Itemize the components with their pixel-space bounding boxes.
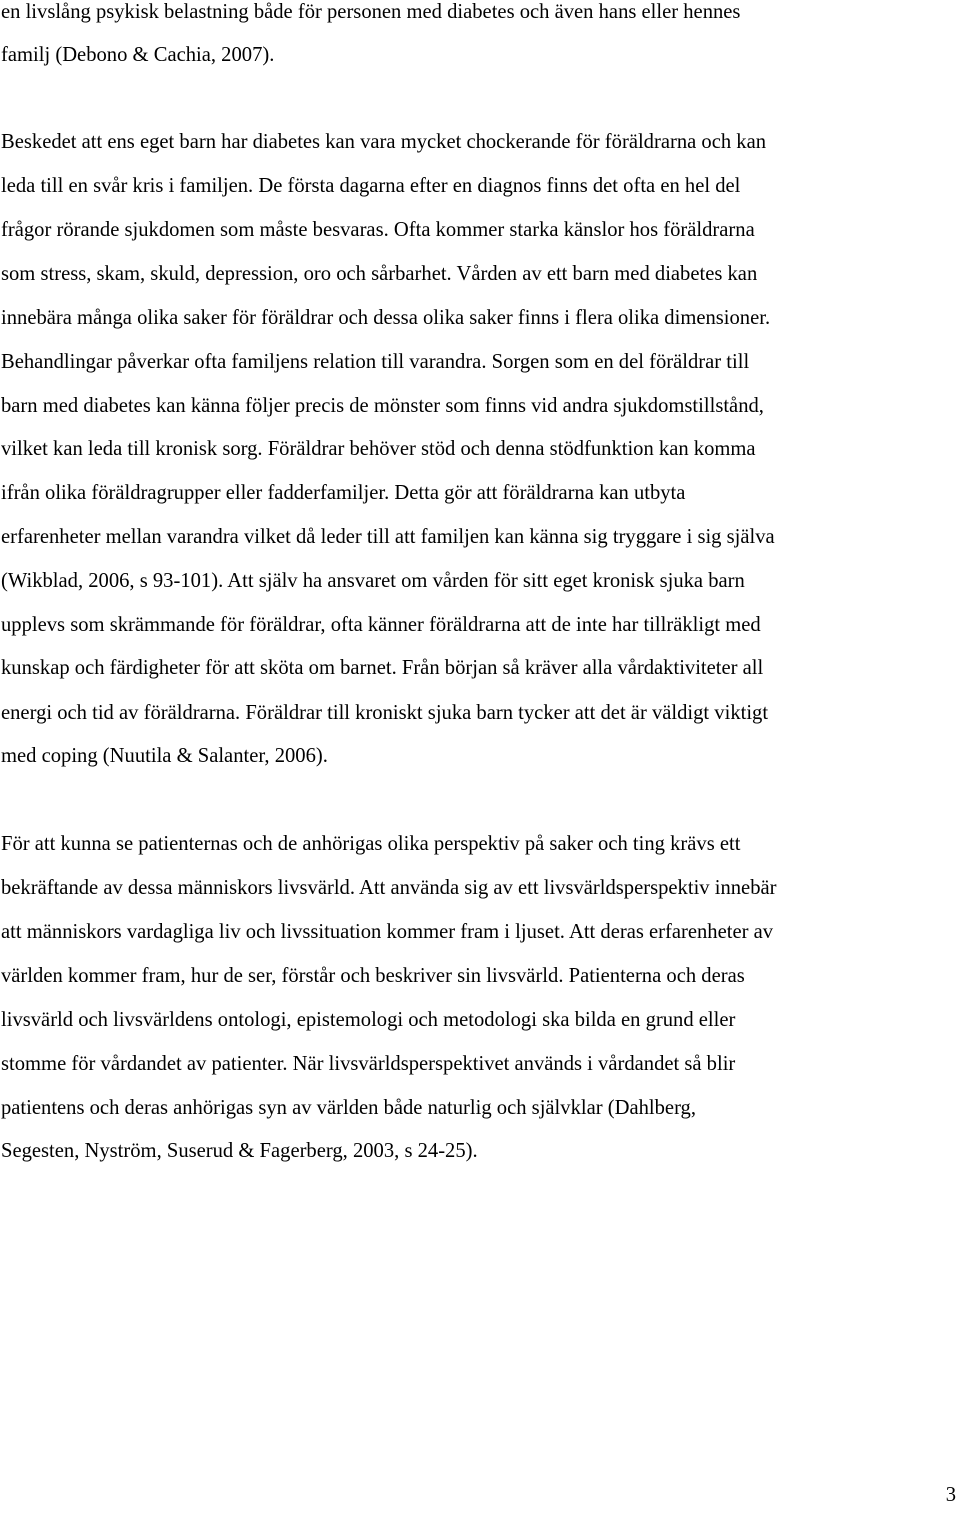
text-line: patientens och deras anhörigas syn av världen både naturlig och självklar (Dahlberg,: [1, 1097, 696, 1119]
text-line: upplevs som skrämmande för föräldrar, ofta känner föräldrarna att de inte har tillräkligt med: [1, 614, 761, 636]
text-line: leda till en svår kris i familjen. De första dagarna efter en diagnos finns det ofta en hel del: [1, 175, 741, 197]
text-line: erfarenheter mellan varandra vilket då leder till att familjen kan känna sig tryggare i sig själva: [1, 526, 775, 548]
text-line: att människors vardagliga liv och livssituation kommer fram i ljuset. Att deras erfarenheter av: [1, 921, 774, 943]
text-line: livsvärld och livsvärldens ontologi, epistemologi och metodologi ska bilda en grund eller: [1, 1009, 736, 1031]
text-line: Beskedet att ens eget barn har diabetes kan vara mycket chockerande för föräldrarna och kan: [1, 131, 767, 153]
text-line: barn med diabetes kan känna följer precis de mönster som finns vid andra sjukdomstillstånd,: [1, 395, 764, 417]
text-line: Behandlingar påverkar ofta familjens relation till varandra. Sorgen som en del föräldrar till: [1, 351, 750, 373]
text-line: världen kommer fram, hur de ser, förstår och beskriver sin livsvärld. Patienterna och deras: [1, 965, 745, 987]
text-line: som stress, skam, skuld, depression, oro och sårbarhet. Vården av ett barn med diabetes kan: [1, 263, 758, 285]
page-number: 3: [945, 1484, 956, 1506]
text-line: För att kunna se patienternas och de anhörigas olika perspektiv på saker och ting krävs ett: [1, 833, 741, 855]
text-line: familj (Debono & Cachia, 2007).: [1, 44, 275, 66]
text-line: frågor rörande sjukdomen som måste besvaras. Ofta kommer starka känslor hos föräldrarna: [1, 219, 755, 241]
text-line: Segesten, Nyström, Suserud & Fagerberg, 2003, s 24-25).: [1, 1140, 478, 1162]
text-line: vilket kan leda till kronisk sorg. Föräldrar behöver stöd och denna stödfunktion kan komma: [1, 438, 756, 460]
text-line: bekräftande av dessa människors livsvärld. Att använda sig av ett livsvärldsperspektiv innebär: [1, 877, 777, 899]
text-line: en livslång psykisk belastning både för personen med diabetes och även hans eller hennes: [1, 1, 741, 23]
text-line: innebära många olika saker för föräldrar och dessa olika saker finns i flera olika dimensioner.: [1, 307, 771, 329]
text-line: stomme för vårdandet av patienter. När livsvärldsperspektivet används i vårdandet så blir: [1, 1053, 736, 1075]
text-line: (Wikblad, 2006, s 93-101). Att själv ha ansvaret om vården för sitt eget kronisk sjuka barn: [1, 570, 745, 592]
text-line: ifrån olika föräldragrupper eller fadderfamiljer. Detta gör att föräldrarna kan utbyta: [1, 482, 686, 504]
text-line: kunskap och färdigheter för att sköta om barnet. Från början så kräver alla vårdaktiviteter all: [1, 657, 764, 679]
text-line: energi och tid av föräldrarna. Föräldrar till kroniskt sjuka barn tycker att det är väldigt viktigt: [1, 702, 769, 724]
text-line: med coping (Nuutila & Salanter, 2006).: [1, 745, 328, 767]
